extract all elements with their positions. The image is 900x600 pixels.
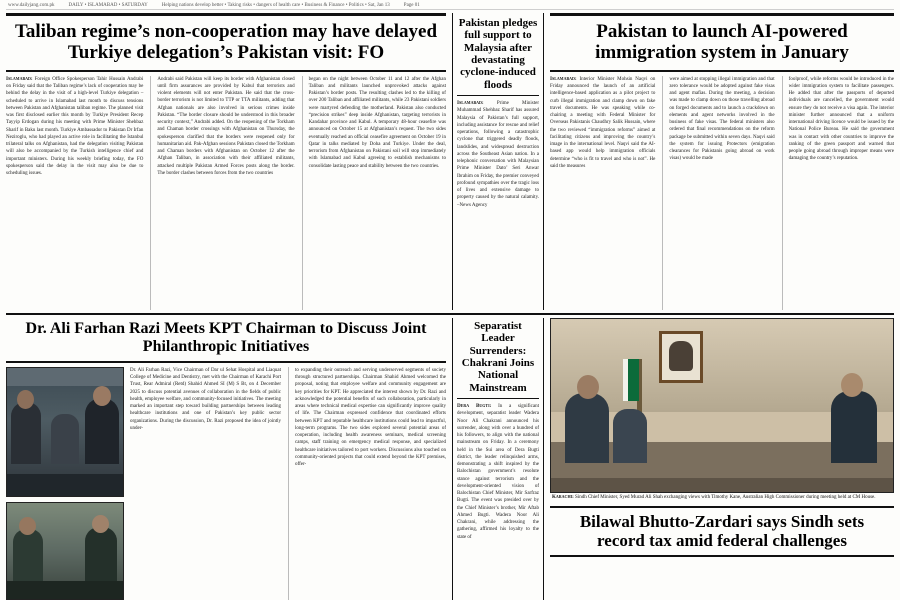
article-column: [288, 367, 446, 600]
article-column: [130, 367, 281, 600]
column-text: began on the night between October 11 and 12 after the Afghan Taliban and militants launched unprovoked attacks against Pakistan’s border posts. The resulting clashes led to the killing of over 200 Taliban and affiliated militants, while 23 Pakistani soldiers were martyred defending the motherland. Pakistan also conducted “precision strikes” deep inside Afghanistan, targeting terrorists in Kandahar province and Kabul. A temporary 48-hour ceasefire was announced on October 15 at Afghanistan’s request. The two sides eventually reached an official ceasefire agreement on October 19 in Qatar in talks mediated by Doha and Turkiye. Under the deal, terrorism from Afghanistan on Pakistani soil will stop immediately with Islamabad and Kabul agreeing to establish mechanisms to consolidate lasting peace and stability between the two countries.: [308, 76, 446, 169]
row-top: [6, 10, 894, 310]
masthead-strip-item: DAILY • ISLAMABAD • SATURDAY: [68, 3, 148, 8]
photo-cm-house-meeting: [550, 318, 894, 493]
masthead-strip-item: Page 01: [403, 3, 420, 8]
article-column: [550, 76, 655, 310]
dateline: Islamabad:: [457, 99, 484, 106]
article-column: [302, 76, 446, 310]
column-text: to expanding their outreach and serving underserved segments of society through structured partnerships. Chairman Shahid Ahmed welcomed the proposal, noting that employee welfare and community engagement are key priorities for KPT. He appreciated the interest shown by Dr. Razi and acknowledged the potential benefits of such collaboration, particularly in areas where technical medical expertise can significantly improve quality of life. The Chairman expressed confidence that coordinated efforts between KPT and reputable healthcare institutions could lead to impactful, long-term programs. The two sides explored several potential areas of cooperation, including health awareness seminars, medical screening camps, staff training on emergency medical response, and specialized healthcare initiatives tailored to port workers. Discussions also touched on community-oriented projects that could extend beyond the KPT premises, offer-: [295, 367, 446, 468]
photo-kpt-meeting-1: [6, 367, 124, 497]
caption-text: Sindh Chief Minister, Syed Murad Ali Shah exchanging views with Timothy Kane, Australian High Commissioner during meeting held at CM House.: [573, 495, 876, 500]
dateline: Dera Bugti:: [457, 402, 492, 409]
article-separatist-surrender: [452, 318, 544, 600]
column-text: In a significant development, separatist leader Wadera Noor Ali Chakrani announced his surrender, along with over a hundred of his followers, to align with the national mainstream on Friday. In a ceremony held in the Sui area of Dera Bugti district, the leader relinquished arms, demonstrating a shift inspired by the Balochistan government’s resolute stance against terrorism and the development-oriented vision of Balochistan Chief Minister, Mir Sarfraz Bugti. The event was presided over by the Chief Minister’s brother, Mir Aftab Ahmed Bugti. Wadera Noor Ali Chakrani, while addressing the gathering, affirmed his loyalty to the state of: [457, 403, 540, 540]
column-text: Prime Minister Muhammad Shehbaz Sharif has assured Malaysia of Pakistan’s full support, including assistance for rescue and relief operations, following a catastrophic cyclone that triggered deadly floods, landslides, and widespread destruction across the Southeast Asian nation. In a telephonic conversation with Malaysian Prime Minister Dato’ Seri Anwar Ibrahim on Friday, the premier conveyed profound sympathies over the tragic loss of lives and extensive damage to property caused by the natural calamity. –News Agency: [457, 100, 539, 208]
column-text: were aimed at stopping illegal immigration and that zero tolerance would be adopted against fake visas and agent mafias. During the meeting, a decision was made to clamp down on those travelling abroad on forged documents and to launch a crackdown on elements and agent networks involved in the business of fake visas. The federal ministers also ordered that final recommendations on the reform package be submitted within seven days. Naqvi said the system for issuing Protectors (emigration clearances for Pakistanis going abroad on work visas) would be made: [669, 76, 775, 162]
article-column: [150, 76, 294, 310]
dateline: Islamabad:: [550, 75, 577, 82]
column-text: Foreign Office Spokesperson Tahir Hussain Andrabi on Friday said that the Taliban regime’s lack of cooperation may be behind the delay in the visit of a high-level Turkiye delegation – scheduled to arrive in Islamabad last month to discuss tensions between Pakistan and Afghanistan taliban regime. The planned visit was first disclosed earlier this month by Turkiye President Recep Tayyip Erdogan during his meeting with Prime Minister Shehbaz Sharif in Baku last month. Turkiye Ambassador to Pakistan Dr Irfan Neziroglu, who had played an active role in facilitating the Istanbul trilateral talks on Afghanistan, had the delegation visiting Pakistan will also be accompanied by the Turkish intelligence chief and important ministers. During his weekly briefing today, the FO spokesperson said the delay in the visit may also be due to scheduling issues.: [6, 76, 144, 177]
headline-malaysia-floods: Pakistan pledges full support to Malaysia after devastating cyclone-induced floods: [457, 13, 539, 96]
column-text: Andrabi said Pakistan will keep its border with Afghanistan closed until firm assurances are provided by Kabul that terrorists and violent elements will not enter Pakistan. He said that the cross-border terrorism is not limited to TTP or TTA militants, adding that Afghan nationals are also involved in serious crimes inside Pakistan. “The border closure should be understood in this broader security context,” Andrabi added. On the reopening of the Torkham and Chaman border crossings with Afghanistan on Thursday, the spokesperson clarified that the borders were reopened only for humanitarian aid. Pak-Afghan sessions Pakistan closed the Torkham and Chaman borders with Afghanistan on October 12 after the Afghan Taliban, in association with their affiliated militants, attacked multiple Pakistan Armed Forces posts along the border. The border clashes between forces from the two countries: [157, 76, 295, 176]
photo-kpt-meeting-2: [6, 502, 124, 600]
dateline: Islamabad:: [6, 75, 33, 82]
body-separatist-surrender: [457, 403, 539, 541]
masthead-strip: [6, 0, 894, 10]
body-ai-immigration: [550, 76, 894, 310]
photo-story-cm-house: [550, 318, 894, 600]
masthead-strip-item: Helping nations develop better • Taking risks • dangers of health care • Business & Finance • Politics • Sat, Jan 13: [161, 3, 390, 8]
headline-taliban-turkiye: Taliban regime’s non-cooperation may have delayed Turkiye delegation’s Pakistan visit: FO: [6, 13, 446, 72]
article-bilawal-tax: [550, 502, 894, 557]
photo-group-kpt: [6, 367, 124, 600]
body-taliban-turkiye: [6, 76, 446, 310]
caption-location: Karachi:: [552, 495, 574, 500]
photo-caption-cm-house: [550, 493, 894, 502]
masthead-strip-item: www.dailyjang.com.pk: [8, 3, 55, 8]
headline-kpt-philanthropy: Dr. Ali Farhan Razi Meets KPT Chairman to Discuss Joint Philanthropic Initiatives: [6, 318, 446, 363]
headline-bilawal-tax: Bilawal Bhutto-Zardari says Sindh sets record tax amid federal challenges: [550, 506, 894, 557]
body-malaysia-floods: [457, 100, 539, 209]
article-kpt-philanthropy: [6, 318, 446, 600]
row-bottom: [6, 313, 894, 600]
article-column: [782, 76, 894, 310]
headline-ai-immigration: Pakistan to launch AI-powered immigration system in January: [550, 13, 894, 72]
article-malaysia-floods: [452, 13, 544, 310]
article-column: [662, 76, 774, 310]
headline-separatist-surrender: Separatist Leader Surrenders: Chakrani Joins National Mainstream: [457, 318, 539, 399]
article-ai-immigration: [550, 13, 894, 310]
article-taliban-turkiye: [6, 13, 446, 310]
column-text: Interior Minister Mohsin Naqvi on Friday announced the launch of an artificial intelligence-based application as a pilot project to curb illegal immigration and clamp down on fake travel documents. He was speaking while co-chairing a meeting with Federal Minister for Overseas Pakistanis Chaudhry Salik Hussain, where the two reviewed “immigration reforms” aimed at facilitating citizens and improving the country’s image in the international level. Naqvi said the AI-based app would help immigration officials determine “who is fit to travel and who is not”. He said the measures: [550, 76, 656, 169]
column-text: foolproof, while reforms would be introduced in the wider immigration system to facilitate passengers. He added that after the passports of deported individuals are cancelled, the government would ensure they do not receive a visa again. The interior minister further announced that a uniform international driving licence would be issued by the National Police Bureau. He said the government was in contact with other countries to improve the ranking of the green passport and warned that people going abroad through improper means were damaging the country’s reputation.: [788, 76, 894, 162]
article-column: [6, 76, 143, 310]
column-text: Dr. Ali Farhan Razi, Vice Chairman of Dar ul Sehat Hospital and Liaquat College of Medicine and Dentistry, met with the Chairman of Karachi Port Trust, Rear Admiral (Retd) Shahid Ahmed SI (M) S Bt, on 4 December 2025 to discuss potential avenues of collaboration in the fields of public health, employee welfare, and community-focused initiatives. The meeting marked an important step toward building partnerships between leading healthcare institutions and one of Pakistan’s key public sector organizations. During the discussion, Dr. Razi proposed the idea of jointly under-: [130, 367, 281, 431]
